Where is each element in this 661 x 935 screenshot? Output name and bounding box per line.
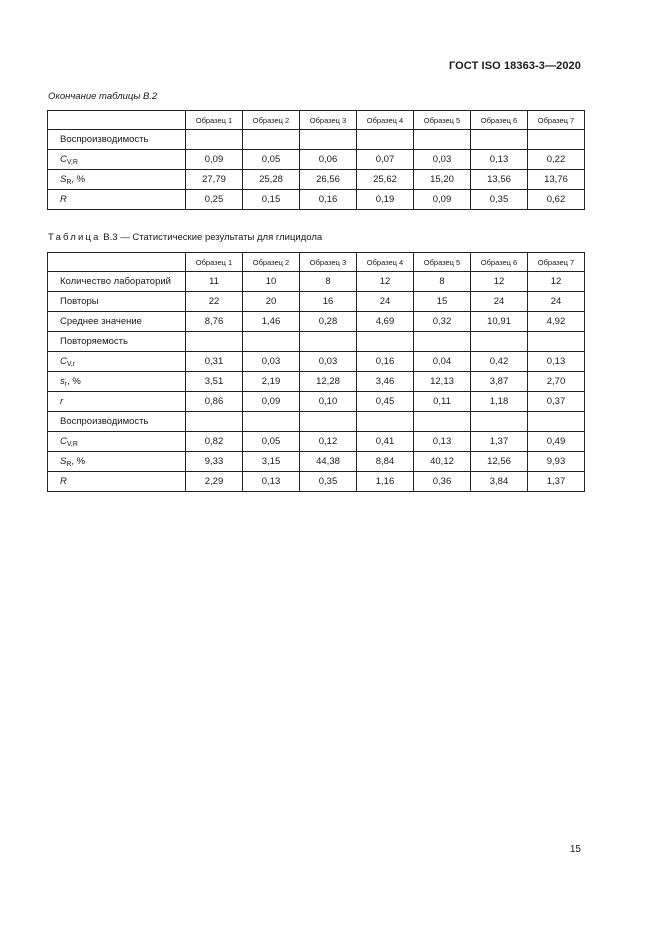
value-cell: 24: [471, 292, 528, 312]
value-cell: 0,35: [471, 190, 528, 210]
value-cell: 0,19: [357, 190, 414, 210]
value-cell: 0,12: [300, 432, 357, 452]
value-cell: 0,13: [243, 472, 300, 492]
value-cell: 0,13: [414, 432, 471, 452]
table-row: [48, 372, 585, 392]
section-label: Воспроизводимость: [48, 130, 186, 150]
header-cell-empty: [48, 253, 186, 272]
row-label: Среднее значение: [48, 312, 186, 332]
value-cell: 22: [186, 292, 243, 312]
empty-cell: [357, 332, 414, 352]
value-cell: 0,41: [357, 432, 414, 452]
table-row: [48, 292, 585, 312]
value-cell: 0,05: [243, 150, 300, 170]
section-row: [48, 130, 585, 150]
table-b2-end: [47, 110, 585, 210]
column-header: Образец 1: [186, 253, 243, 272]
value-cell: 2,19: [243, 372, 300, 392]
value-cell: 0,13: [528, 352, 585, 372]
value-cell: 3,87: [471, 372, 528, 392]
table2-caption: [48, 232, 322, 243]
row-symbol: C: [60, 435, 67, 447]
value-cell: 0,45: [357, 392, 414, 412]
table-row: [48, 190, 585, 210]
value-cell: 0,03: [300, 352, 357, 372]
row-symbol: S: [60, 173, 67, 185]
empty-cell: [357, 130, 414, 150]
value-cell: 3,46: [357, 372, 414, 392]
value-cell: 0,16: [357, 352, 414, 372]
section-row: [48, 332, 585, 352]
value-cell: 1,37: [471, 432, 528, 452]
value-cell: 8: [300, 272, 357, 292]
row-label: [48, 150, 186, 170]
empty-cell: [528, 332, 585, 352]
empty-cell: [528, 412, 585, 432]
value-cell: 25,28: [243, 170, 300, 190]
value-cell: 12,56: [471, 452, 528, 472]
empty-cell: [471, 332, 528, 352]
page-number: 15: [569, 844, 581, 855]
value-cell: 0,11: [414, 392, 471, 412]
row-symbol: R: [60, 476, 67, 487]
value-cell: 0,86: [186, 392, 243, 412]
row-symbol: S: [60, 455, 67, 467]
value-cell: 13,56: [471, 170, 528, 190]
table-row: [48, 392, 585, 412]
value-cell: 9,33: [186, 452, 243, 472]
value-cell: 13,76: [528, 170, 585, 190]
table-row: [48, 170, 585, 190]
table-row: [48, 150, 585, 170]
value-cell: 0,16: [300, 190, 357, 210]
row-symbol: R: [60, 194, 67, 205]
empty-cell: [471, 412, 528, 432]
value-cell: 0,25: [186, 190, 243, 210]
row-subscript: V,r: [66, 360, 76, 368]
table-row: [48, 272, 585, 292]
table1-caption: Окончание таблицы В.2: [48, 91, 158, 102]
empty-cell: [186, 332, 243, 352]
row-label: Количество лабораторий: [48, 272, 186, 292]
value-cell: 0,35: [300, 472, 357, 492]
empty-cell: [243, 332, 300, 352]
value-cell: 10: [243, 272, 300, 292]
value-cell: 0,09: [243, 392, 300, 412]
value-cell: 0,82: [186, 432, 243, 452]
empty-cell: [528, 130, 585, 150]
value-cell: 26,56: [300, 170, 357, 190]
table-row: [48, 452, 585, 472]
column-header: Образец 2: [243, 111, 300, 130]
value-cell: 24: [357, 292, 414, 312]
row-symbol: r: [60, 396, 64, 407]
value-cell: 3,84: [471, 472, 528, 492]
value-cell: 24: [528, 292, 585, 312]
column-header: Образец 6: [471, 111, 528, 130]
value-cell: 0,05: [243, 432, 300, 452]
column-header: Образец 4: [357, 253, 414, 272]
row-label: [48, 170, 186, 190]
value-cell: 0,32: [414, 312, 471, 332]
empty-cell: [357, 412, 414, 432]
column-header: Образец 3: [300, 111, 357, 130]
empty-cell: [300, 332, 357, 352]
value-cell: 1,46: [243, 312, 300, 332]
value-cell: 0,03: [414, 150, 471, 170]
row-symbol: s: [60, 375, 65, 387]
value-cell: 10,91: [471, 312, 528, 332]
row-symbol: C: [60, 355, 67, 367]
value-cell: 0,22: [528, 150, 585, 170]
value-cell: 12: [357, 272, 414, 292]
value-cell: 25,62: [357, 170, 414, 190]
value-cell: 0,49: [528, 432, 585, 452]
value-cell: 4,69: [357, 312, 414, 332]
value-cell: 44,38: [300, 452, 357, 472]
empty-cell: [414, 332, 471, 352]
value-cell: 12,28: [300, 372, 357, 392]
row-label: [48, 372, 186, 392]
table-header-row: [48, 253, 585, 272]
section-row: [48, 412, 585, 432]
empty-cell: [414, 412, 471, 432]
row-label: [48, 352, 186, 372]
empty-cell: [186, 130, 243, 150]
value-cell: 0,31: [186, 352, 243, 372]
value-cell: 3,15: [243, 452, 300, 472]
value-cell: 0,09: [414, 190, 471, 210]
table-b3: [47, 252, 585, 492]
column-header: Образец 3: [300, 253, 357, 272]
column-header: Образец 6: [471, 253, 528, 272]
empty-cell: [243, 412, 300, 432]
value-cell: 0,42: [471, 352, 528, 372]
row-symbol: C: [60, 153, 67, 165]
document-header: ГОСТ ISO 18363-3—2020: [448, 60, 581, 72]
value-cell: 3,51: [186, 372, 243, 392]
empty-cell: [243, 130, 300, 150]
row-subscript: R: [66, 460, 72, 468]
column-header: Образец 1: [186, 111, 243, 130]
value-cell: 0,07: [357, 150, 414, 170]
column-header: Образец 2: [243, 253, 300, 272]
row-subscript: R: [66, 178, 72, 186]
value-cell: 0,03: [243, 352, 300, 372]
row-suffix: , %: [67, 375, 81, 387]
column-header: Образец 4: [357, 111, 414, 130]
row-subscript: V,R: [66, 440, 78, 448]
empty-cell: [186, 412, 243, 432]
row-suffix: , %: [71, 455, 86, 467]
value-cell: 15,20: [414, 170, 471, 190]
value-cell: 1,18: [471, 392, 528, 412]
value-cell: 0,09: [186, 150, 243, 170]
value-cell: 8,84: [357, 452, 414, 472]
value-cell: 40,12: [414, 452, 471, 472]
value-cell: 15: [414, 292, 471, 312]
value-cell: 8: [414, 272, 471, 292]
value-cell: 0,62: [528, 190, 585, 210]
table-row: [48, 432, 585, 452]
table2-caption-prefix: Таблица: [48, 232, 101, 243]
column-header: Образец 7: [528, 253, 585, 272]
row-label: [48, 392, 186, 412]
value-cell: 0,13: [471, 150, 528, 170]
table-row: [48, 312, 585, 332]
column-header: Образец 7: [528, 111, 585, 130]
value-cell: 1,16: [357, 472, 414, 492]
value-cell: 0,36: [414, 472, 471, 492]
table-row: [48, 352, 585, 372]
value-cell: 12,13: [414, 372, 471, 392]
table2-caption-title: В.3 — Статистические результаты для глицидола: [100, 232, 323, 243]
value-cell: 2,70: [528, 372, 585, 392]
empty-cell: [471, 130, 528, 150]
row-label: [48, 432, 186, 452]
empty-cell: [300, 130, 357, 150]
value-cell: 2,29: [186, 472, 243, 492]
table-header-row: [48, 111, 585, 130]
row-label: [48, 452, 186, 472]
value-cell: 4,92: [528, 312, 585, 332]
column-header: Образец 5: [414, 253, 471, 272]
value-cell: 1,37: [528, 472, 585, 492]
row-label: Повторы: [48, 292, 186, 312]
value-cell: 27,79: [186, 170, 243, 190]
value-cell: 20: [243, 292, 300, 312]
empty-cell: [414, 130, 471, 150]
column-header: Образец 5: [414, 111, 471, 130]
value-cell: 0,15: [243, 190, 300, 210]
value-cell: 12: [471, 272, 528, 292]
value-cell: 0,37: [528, 392, 585, 412]
row-suffix: , %: [71, 173, 86, 185]
value-cell: 9,93: [528, 452, 585, 472]
row-subscript: V,R: [66, 158, 78, 166]
header-cell-empty: [48, 111, 186, 130]
value-cell: 0,10: [300, 392, 357, 412]
value-cell: 12: [528, 272, 585, 292]
row-subscript: r: [64, 380, 68, 388]
section-label: Повторяемость: [48, 332, 186, 352]
value-cell: 0,28: [300, 312, 357, 332]
value-cell: 0,06: [300, 150, 357, 170]
value-cell: 0,04: [414, 352, 471, 372]
empty-cell: [300, 412, 357, 432]
row-label: [48, 190, 186, 210]
section-label: Воспроизводимость: [48, 412, 186, 432]
value-cell: 8,76: [186, 312, 243, 332]
table-row: [48, 472, 585, 492]
value-cell: 16: [300, 292, 357, 312]
row-label: [48, 472, 186, 492]
value-cell: 11: [186, 272, 243, 292]
